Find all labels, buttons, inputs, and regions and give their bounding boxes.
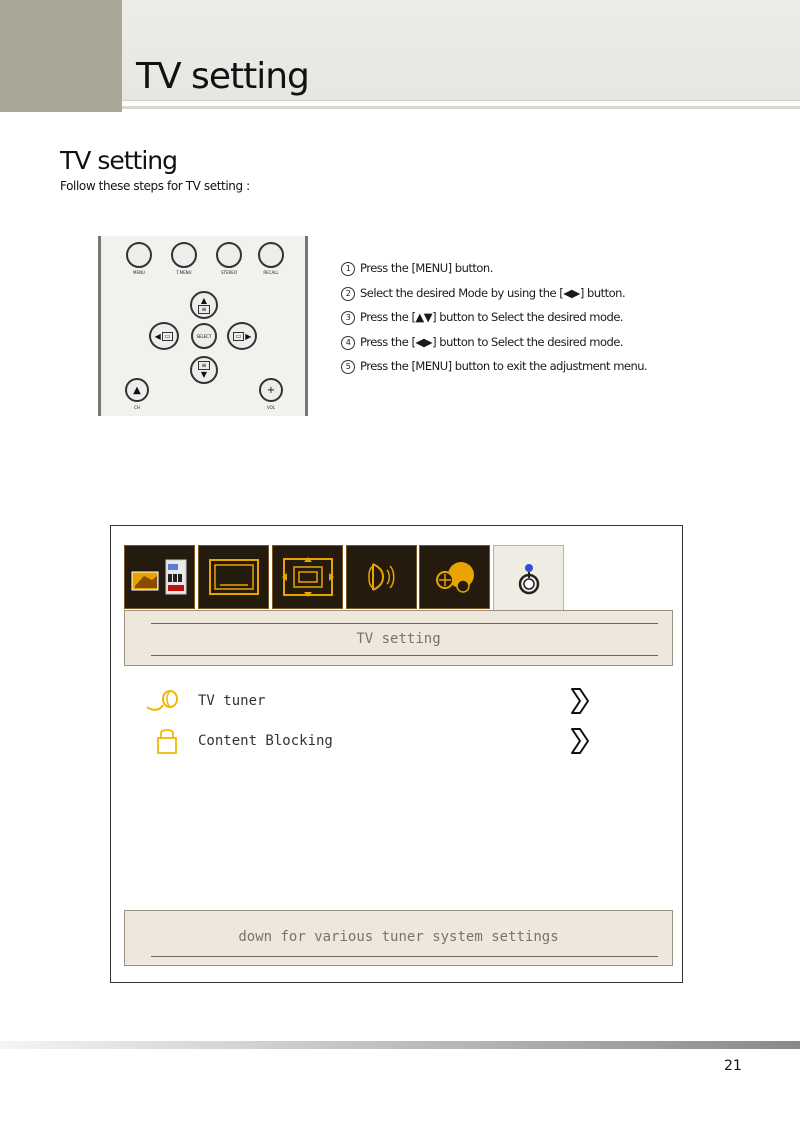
remote-illustration	[98, 236, 308, 416]
tuner-icon	[146, 689, 180, 713]
osd-title: TV setting	[356, 631, 441, 647]
menu-item-content-blocking[interactable]	[146, 728, 333, 754]
t-menu-button	[171, 242, 197, 268]
tab-picture[interactable]	[198, 545, 269, 609]
input-icon	[130, 554, 190, 600]
step-5	[341, 357, 647, 382]
recall-button	[258, 242, 284, 268]
osd-help-text: down for various tuner system settings	[238, 929, 559, 945]
vol-up-button: +	[259, 378, 283, 402]
step-text: Select the desired Mode by using the [◀▶] button.	[360, 285, 626, 300]
step-3	[341, 308, 647, 333]
step-text: Press the [MENU] button.	[360, 261, 493, 275]
picture-icon	[206, 554, 262, 600]
step-2	[341, 284, 647, 309]
stereo-button	[216, 242, 242, 268]
tab-function[interactable]	[419, 545, 490, 609]
page-title: TV setting	[136, 56, 309, 97]
stereo-label: STEREO	[221, 270, 237, 275]
header-accent-block	[0, 0, 122, 112]
menu-item-label: TV tuner	[198, 693, 266, 709]
left-button: ◀ ▭	[149, 322, 179, 350]
tv-setting-icon	[511, 558, 547, 598]
recall-label: RECALL	[263, 270, 279, 275]
step-number: 2	[341, 287, 355, 301]
tab-screen[interactable]	[272, 545, 343, 609]
select-label: SELECT	[196, 333, 212, 339]
chevron-right-icon	[569, 687, 591, 715]
page-number: 21	[724, 1058, 742, 1074]
menu-label: MENU	[133, 270, 145, 275]
ch-label: CH	[134, 405, 140, 410]
tab-sound[interactable]	[346, 545, 417, 609]
footer-bar	[0, 1041, 800, 1049]
down-button: ≡ ▼	[190, 356, 218, 384]
lock-icon	[146, 728, 180, 754]
step-number: 4	[341, 336, 355, 350]
sound-icon	[359, 554, 405, 600]
step-1	[341, 259, 647, 284]
step-text: Press the [◀▶] button to Select the desired mode.	[360, 334, 624, 349]
step-text: Press the [▲▼] button to Select the desired mode.	[360, 310, 624, 324]
right-button: ▭ ▶	[227, 322, 257, 350]
ch-up-button: ▲	[125, 378, 149, 402]
steps-list	[341, 259, 647, 382]
osd-title-bar	[124, 610, 673, 666]
menu-item-label: Content Blocking	[198, 733, 333, 749]
screen-icon	[280, 553, 336, 601]
tab-tv-setting[interactable]	[493, 545, 564, 611]
chevron-right-icon	[569, 727, 591, 755]
step-number: 3	[341, 311, 355, 325]
t-menu-label: T.MENU	[176, 270, 192, 275]
menu-button	[126, 242, 152, 268]
function-icon	[430, 554, 480, 600]
header-rule	[122, 106, 800, 109]
step-number: 1	[341, 262, 355, 276]
step-text: Press the [MENU] button to exit the adjustment menu.	[360, 359, 648, 373]
section-title: TV setting	[60, 146, 177, 175]
step-number: 5	[341, 360, 355, 374]
tab-input[interactable]	[124, 545, 195, 609]
osd-help-bar	[124, 910, 673, 966]
select-button	[191, 323, 217, 349]
osd-menu	[110, 525, 683, 983]
up-button: ▲ ≡	[190, 291, 218, 319]
step-4	[341, 333, 647, 358]
menu-item-tv-tuner[interactable]	[146, 688, 265, 714]
vol-label: VOL	[266, 405, 276, 410]
section-subtitle: Follow these steps for TV setting :	[60, 179, 250, 193]
